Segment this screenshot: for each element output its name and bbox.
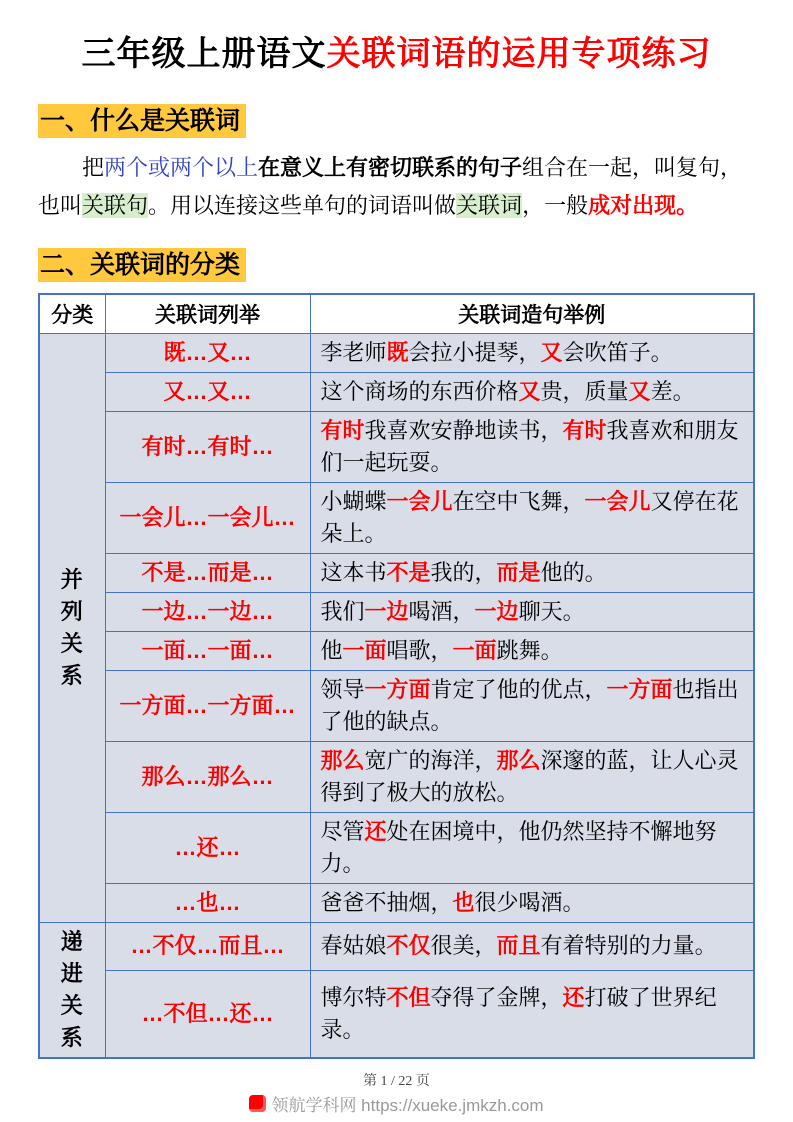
- watermark: [0, 1091, 793, 1116]
- section2-heading: [38, 245, 755, 281]
- example-cell: [310, 412, 754, 483]
- text-segment: 在意义上有密切联系的句子: [258, 155, 523, 180]
- section2-heading-text: 二、关联词的分类: [38, 248, 246, 282]
- text-segment: 这本书: [320, 560, 387, 585]
- text-segment: 很美，: [430, 933, 497, 959]
- table-row: [39, 884, 754, 923]
- text-segment: 春姑娘: [320, 933, 387, 959]
- text-segment: 一面: [452, 638, 497, 663]
- table-row: [39, 813, 754, 884]
- example-cell: [310, 554, 754, 593]
- text-segment: 有时: [562, 418, 607, 443]
- example-cell: [310, 593, 754, 632]
- text-segment: 跳舞。: [496, 638, 563, 663]
- page-title: [38, 26, 755, 75]
- text-segment: 唱歌，: [386, 638, 453, 663]
- table-row: [39, 483, 754, 554]
- text-segment: ，一般: [522, 193, 589, 218]
- watermark-text: 领航学科网 https://xueke.jmkzh.com: [271, 1096, 544, 1115]
- text-segment: 不仅: [386, 933, 431, 959]
- example-cell: [310, 813, 754, 884]
- text-segment: 爸爸不抽烟，: [320, 890, 453, 915]
- category-cell: 并列关系: [39, 334, 105, 923]
- header-category: 分类: [39, 294, 105, 334]
- text-segment: 又: [540, 340, 563, 365]
- title-main: 关联词语的运用专项练习: [326, 35, 712, 73]
- text-segment: 会吹笛子。: [562, 340, 673, 365]
- text-segment: 喝酒，: [408, 599, 475, 624]
- example-cell: [310, 671, 754, 742]
- text-segment: 李老师: [320, 340, 387, 365]
- example-cell: [310, 742, 754, 813]
- text-segment: 会拉小提琴，: [408, 340, 541, 365]
- table-row: [39, 632, 754, 671]
- text-segment: 宽广的海洋，: [364, 748, 497, 773]
- text-segment: 一会儿: [584, 489, 651, 514]
- example-cell: [310, 334, 754, 373]
- table-row: [39, 742, 754, 813]
- text-segment: 关联词: [456, 193, 523, 218]
- pattern-cell: …不但…还…: [105, 970, 310, 1058]
- text-segment: 一面: [342, 638, 387, 663]
- text-segment: 成对出现。: [588, 193, 699, 218]
- example-cell: [310, 373, 754, 412]
- example-cell: [310, 884, 754, 923]
- text-segment: 又: [628, 379, 651, 404]
- text-segment: 不是: [386, 560, 431, 585]
- text-segment: 也: [452, 890, 475, 915]
- text-segment: 而且: [496, 933, 541, 959]
- page-footer: [0, 1070, 793, 1116]
- text-segment: 关联句: [82, 193, 149, 218]
- table-row: [39, 554, 754, 593]
- table-body: [39, 334, 754, 1059]
- pattern-cell: 既…又…: [105, 334, 310, 373]
- text-segment: 有着特别的力量。: [540, 933, 717, 959]
- site-logo-icon: [249, 1095, 266, 1112]
- example-cell: [310, 483, 754, 554]
- example-cell: [310, 923, 754, 971]
- text-segment: 深邃的蓝，让人心灵得到了极大的放松。: [320, 748, 739, 805]
- table-row: [39, 373, 754, 412]
- pattern-cell: …还…: [105, 813, 310, 884]
- text-segment: 在空中飞舞，: [452, 489, 585, 514]
- pattern-cell: 那么…那么…: [105, 742, 310, 813]
- text-segment: 我的，: [430, 560, 497, 585]
- text-segment: 也指出了他的缺点。: [320, 677, 739, 734]
- intro-paragraph: [38, 149, 755, 225]
- table-header: [39, 294, 754, 334]
- text-segment: 两个或两个以上: [104, 155, 259, 180]
- table-row: [39, 412, 754, 483]
- text-segment: 。用以连接这些单句的词语叫做: [148, 193, 457, 218]
- pattern-cell: 又…又…: [105, 373, 310, 412]
- text-segment: 差。: [650, 379, 695, 404]
- pattern-cell: …也…: [105, 884, 310, 923]
- text-segment: 又停在花朵上。: [320, 489, 739, 546]
- correlative-words-table: [38, 293, 755, 1059]
- pattern-cell: 不是…而是…: [105, 554, 310, 593]
- table-row: [39, 593, 754, 632]
- table-header-row: [39, 294, 754, 334]
- title-prefix: 三年级上册语文: [81, 35, 327, 73]
- text-segment: 把: [82, 155, 105, 180]
- table-row: [39, 671, 754, 742]
- pattern-cell: …不仅…而且…: [105, 923, 310, 971]
- text-segment: 不但: [386, 984, 431, 1010]
- text-segment: 他的。: [540, 560, 607, 585]
- text-segment: 还: [364, 819, 387, 844]
- example-cell: [310, 632, 754, 671]
- text-segment: 这个商场的东西价格: [320, 379, 519, 404]
- text-segment: 他: [320, 638, 343, 663]
- text-segment: 又: [518, 379, 541, 404]
- text-segment: 肯定了他的优点，: [430, 677, 607, 702]
- pattern-cell: 一方面…一方面…: [105, 671, 310, 742]
- text-segment: 打破了世界纪录。: [320, 984, 717, 1042]
- text-segment: 我们: [320, 599, 365, 624]
- example-cell: [310, 970, 754, 1058]
- text-segment: 一边: [364, 599, 409, 624]
- text-segment: 很少喝酒。: [474, 890, 585, 915]
- text-segment: 领导: [320, 677, 365, 702]
- text-segment: 处在困境中，他仍然坚持不懈地努力。: [320, 819, 717, 876]
- table-row: [39, 970, 754, 1058]
- text-segment: 还: [562, 984, 585, 1010]
- section1-heading-text: 一、什么是关联词: [38, 104, 246, 138]
- text-segment: 那么: [496, 748, 541, 773]
- category-cell: 递进关系: [39, 923, 105, 1059]
- text-segment: 一会儿: [386, 489, 453, 514]
- text-segment: 我喜欢安静地读书，: [364, 418, 563, 443]
- text-segment: 一方面: [364, 677, 431, 702]
- text-segment: 夺得了金牌，: [430, 984, 563, 1010]
- pattern-cell: 一会儿…一会儿…: [105, 483, 310, 554]
- text-segment: 既: [386, 340, 409, 365]
- header-example: 关联词造句举例: [310, 294, 754, 334]
- text-segment: 组合在一起，叫复句，也叫: [38, 155, 743, 218]
- text-segment: 那么: [320, 748, 365, 773]
- table-row: [39, 334, 754, 373]
- text-segment: 博尔特: [320, 984, 387, 1010]
- pattern-cell: 一边…一边…: [105, 593, 310, 632]
- pattern-cell: 一面…一面…: [105, 632, 310, 671]
- header-pattern: 关联词列举: [105, 294, 310, 334]
- pattern-cell: 有时…有时…: [105, 412, 310, 483]
- table-row: [39, 923, 754, 971]
- section1-heading: [38, 101, 755, 137]
- text-segment: 我喜欢和朋友们一起玩耍。: [320, 418, 739, 475]
- text-segment: 一边: [474, 599, 519, 624]
- text-segment: 有时: [320, 418, 365, 443]
- text-segment: 聊天。: [518, 599, 585, 624]
- text-segment: 尽管: [320, 819, 365, 844]
- page-number: 第 1 / 22 页: [363, 1074, 430, 1089]
- text-segment: 小蝴蝶: [320, 489, 387, 514]
- text-segment: 一方面: [606, 677, 673, 702]
- text-segment: 而是: [496, 560, 541, 585]
- text-segment: 贵，质量: [540, 379, 629, 404]
